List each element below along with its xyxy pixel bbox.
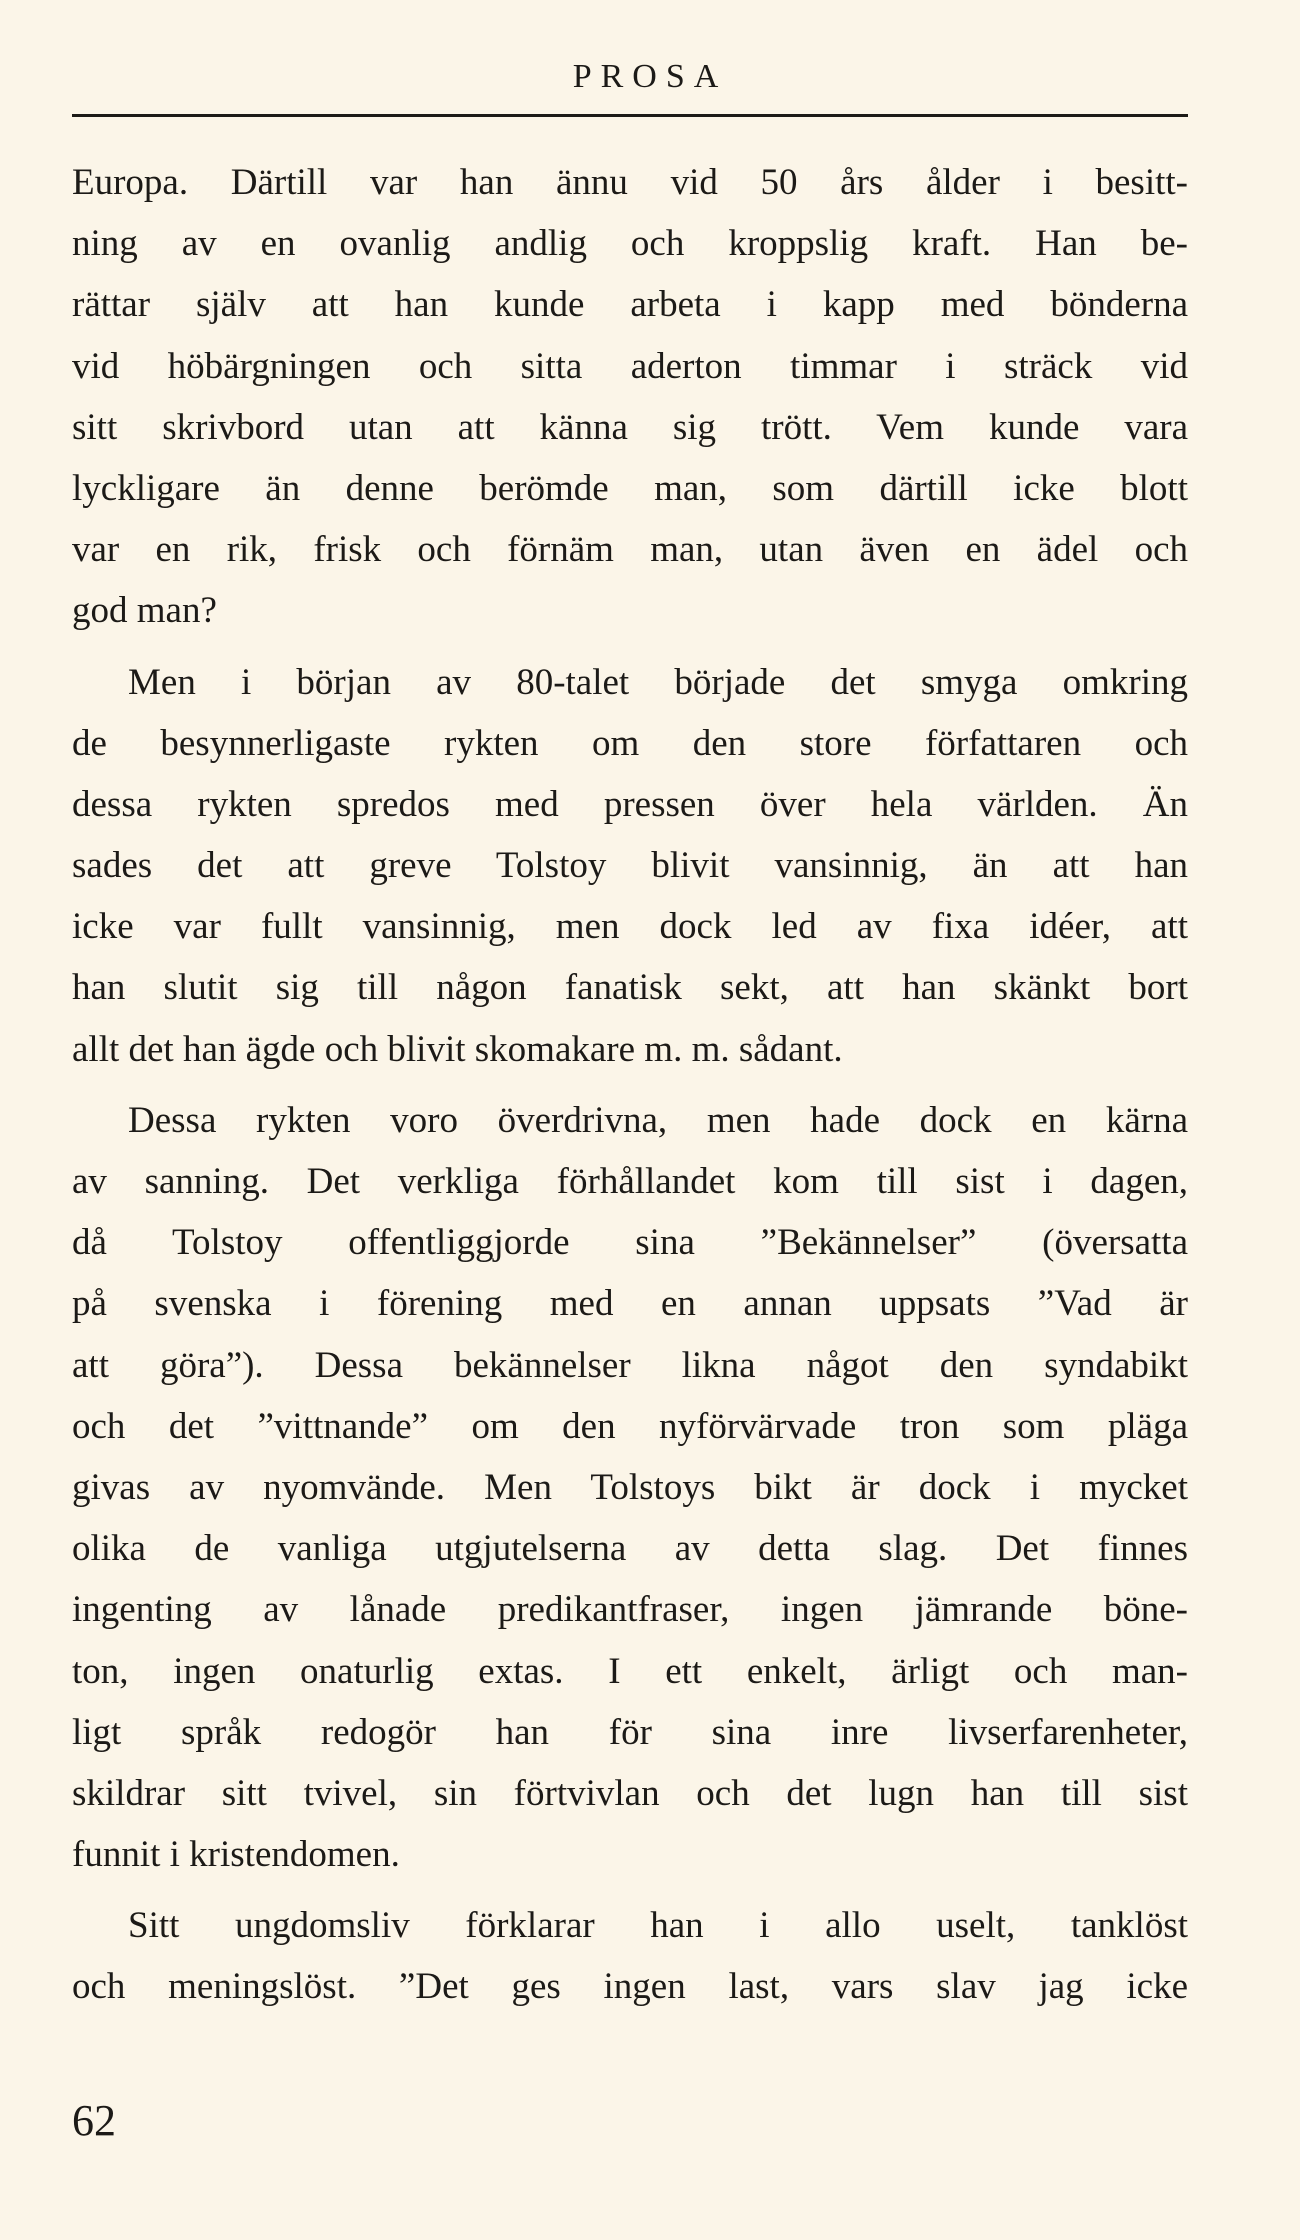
running-head: PROSA xyxy=(572,58,728,95)
text-line: Sitt ungdomsliv förklarar han i allo uselt, tanklöst xyxy=(128,1905,1188,1947)
text-line: icke var fullt vansinnig, men dock led av fixa idéer, att xyxy=(72,906,1188,948)
paragraph xyxy=(72,1090,1188,1885)
header-rule xyxy=(72,114,1188,117)
text-line: och meningslöst. ”Det ges ingen last, vars slav jag icke xyxy=(72,1966,1188,2008)
text-line: ligt språk redogör han för sina inre livserfarenheter, xyxy=(72,1711,1188,1753)
text-line: sades det att greve Tolstoy blivit vansinnig, än att han xyxy=(72,845,1188,887)
text-line: skildrar sitt tvivel, sin förtvivlan och det lugn han till sist xyxy=(72,1772,1188,1814)
text-line: av sanning. Det verkliga förhållandet kom till sist i dagen, xyxy=(72,1161,1188,1202)
text-line: funnit i kristendomen. xyxy=(72,1834,400,1876)
text-line: Europa. Därtill var han ännu vid 50 års ålder i besitt- xyxy=(72,162,1188,203)
text-line: lyckligare än denne berömde man, som därtill icke blott xyxy=(72,467,1188,509)
text-line: Men i början av 80-talet började det smyga omkring xyxy=(128,661,1188,703)
text-line: på svenska i förening med en annan uppsats ”Vad är xyxy=(72,1283,1188,1325)
page-number: 62 xyxy=(72,2096,116,2145)
text-line: att göra”). Dessa bekännelser likna något den syndabikt xyxy=(72,1344,1188,1386)
text-line: ton, ingen onaturlig extas. I ett enkelt, ärligt och man- xyxy=(72,1650,1188,1692)
paragraph xyxy=(72,152,1188,642)
text-line: då Tolstoy offentliggjorde sina ”Bekännelser” (översatta xyxy=(72,1222,1188,1264)
text-line: var en rik, frisk och förnäm man, utan även en ädel och xyxy=(72,529,1188,571)
text-line: ingenting av lånade predikantfraser, ingen jämrande böne- xyxy=(72,1589,1188,1631)
text-line: god man? xyxy=(72,590,217,632)
text-line: sitt skrivbord utan att känna sig trött. Vem kunde vara xyxy=(72,406,1188,448)
text-line: givas av nyomvände. Men Tolstoys bikt är dock i mycket xyxy=(72,1466,1188,1508)
text-line: olika de vanliga utgjutelserna av detta slag. Det finnes xyxy=(72,1528,1188,1570)
text-line: och det ”vittnande” om den nyförvärvade tron som pläga xyxy=(72,1405,1188,1447)
text-line: han slutit sig till någon fanatisk sekt, att han skänkt bort xyxy=(72,967,1188,1009)
paragraph xyxy=(72,652,1188,1080)
text-line: allt det han ägde och blivit skomakare m. m. sådant. xyxy=(72,1028,843,1070)
text-line: vid höbärgningen och sitta aderton timmar i sträck vid xyxy=(72,345,1188,387)
text-line: ning av en ovanlig andlig och kroppslig kraft. Han be- xyxy=(72,223,1188,265)
text-line: dessa rykten spredos med pressen över hela världen. Än xyxy=(72,783,1188,825)
text-line: de besynnerligaste rykten om den store författaren och xyxy=(72,722,1188,764)
text-line: Dessa rykten voro överdrivna, men hade dock en kärna xyxy=(128,1099,1188,1141)
text-line: rättar själv att han kunde arbeta i kapp med bönderna xyxy=(72,284,1188,326)
paragraph xyxy=(72,1895,1188,2017)
body-text xyxy=(72,152,1188,2018)
